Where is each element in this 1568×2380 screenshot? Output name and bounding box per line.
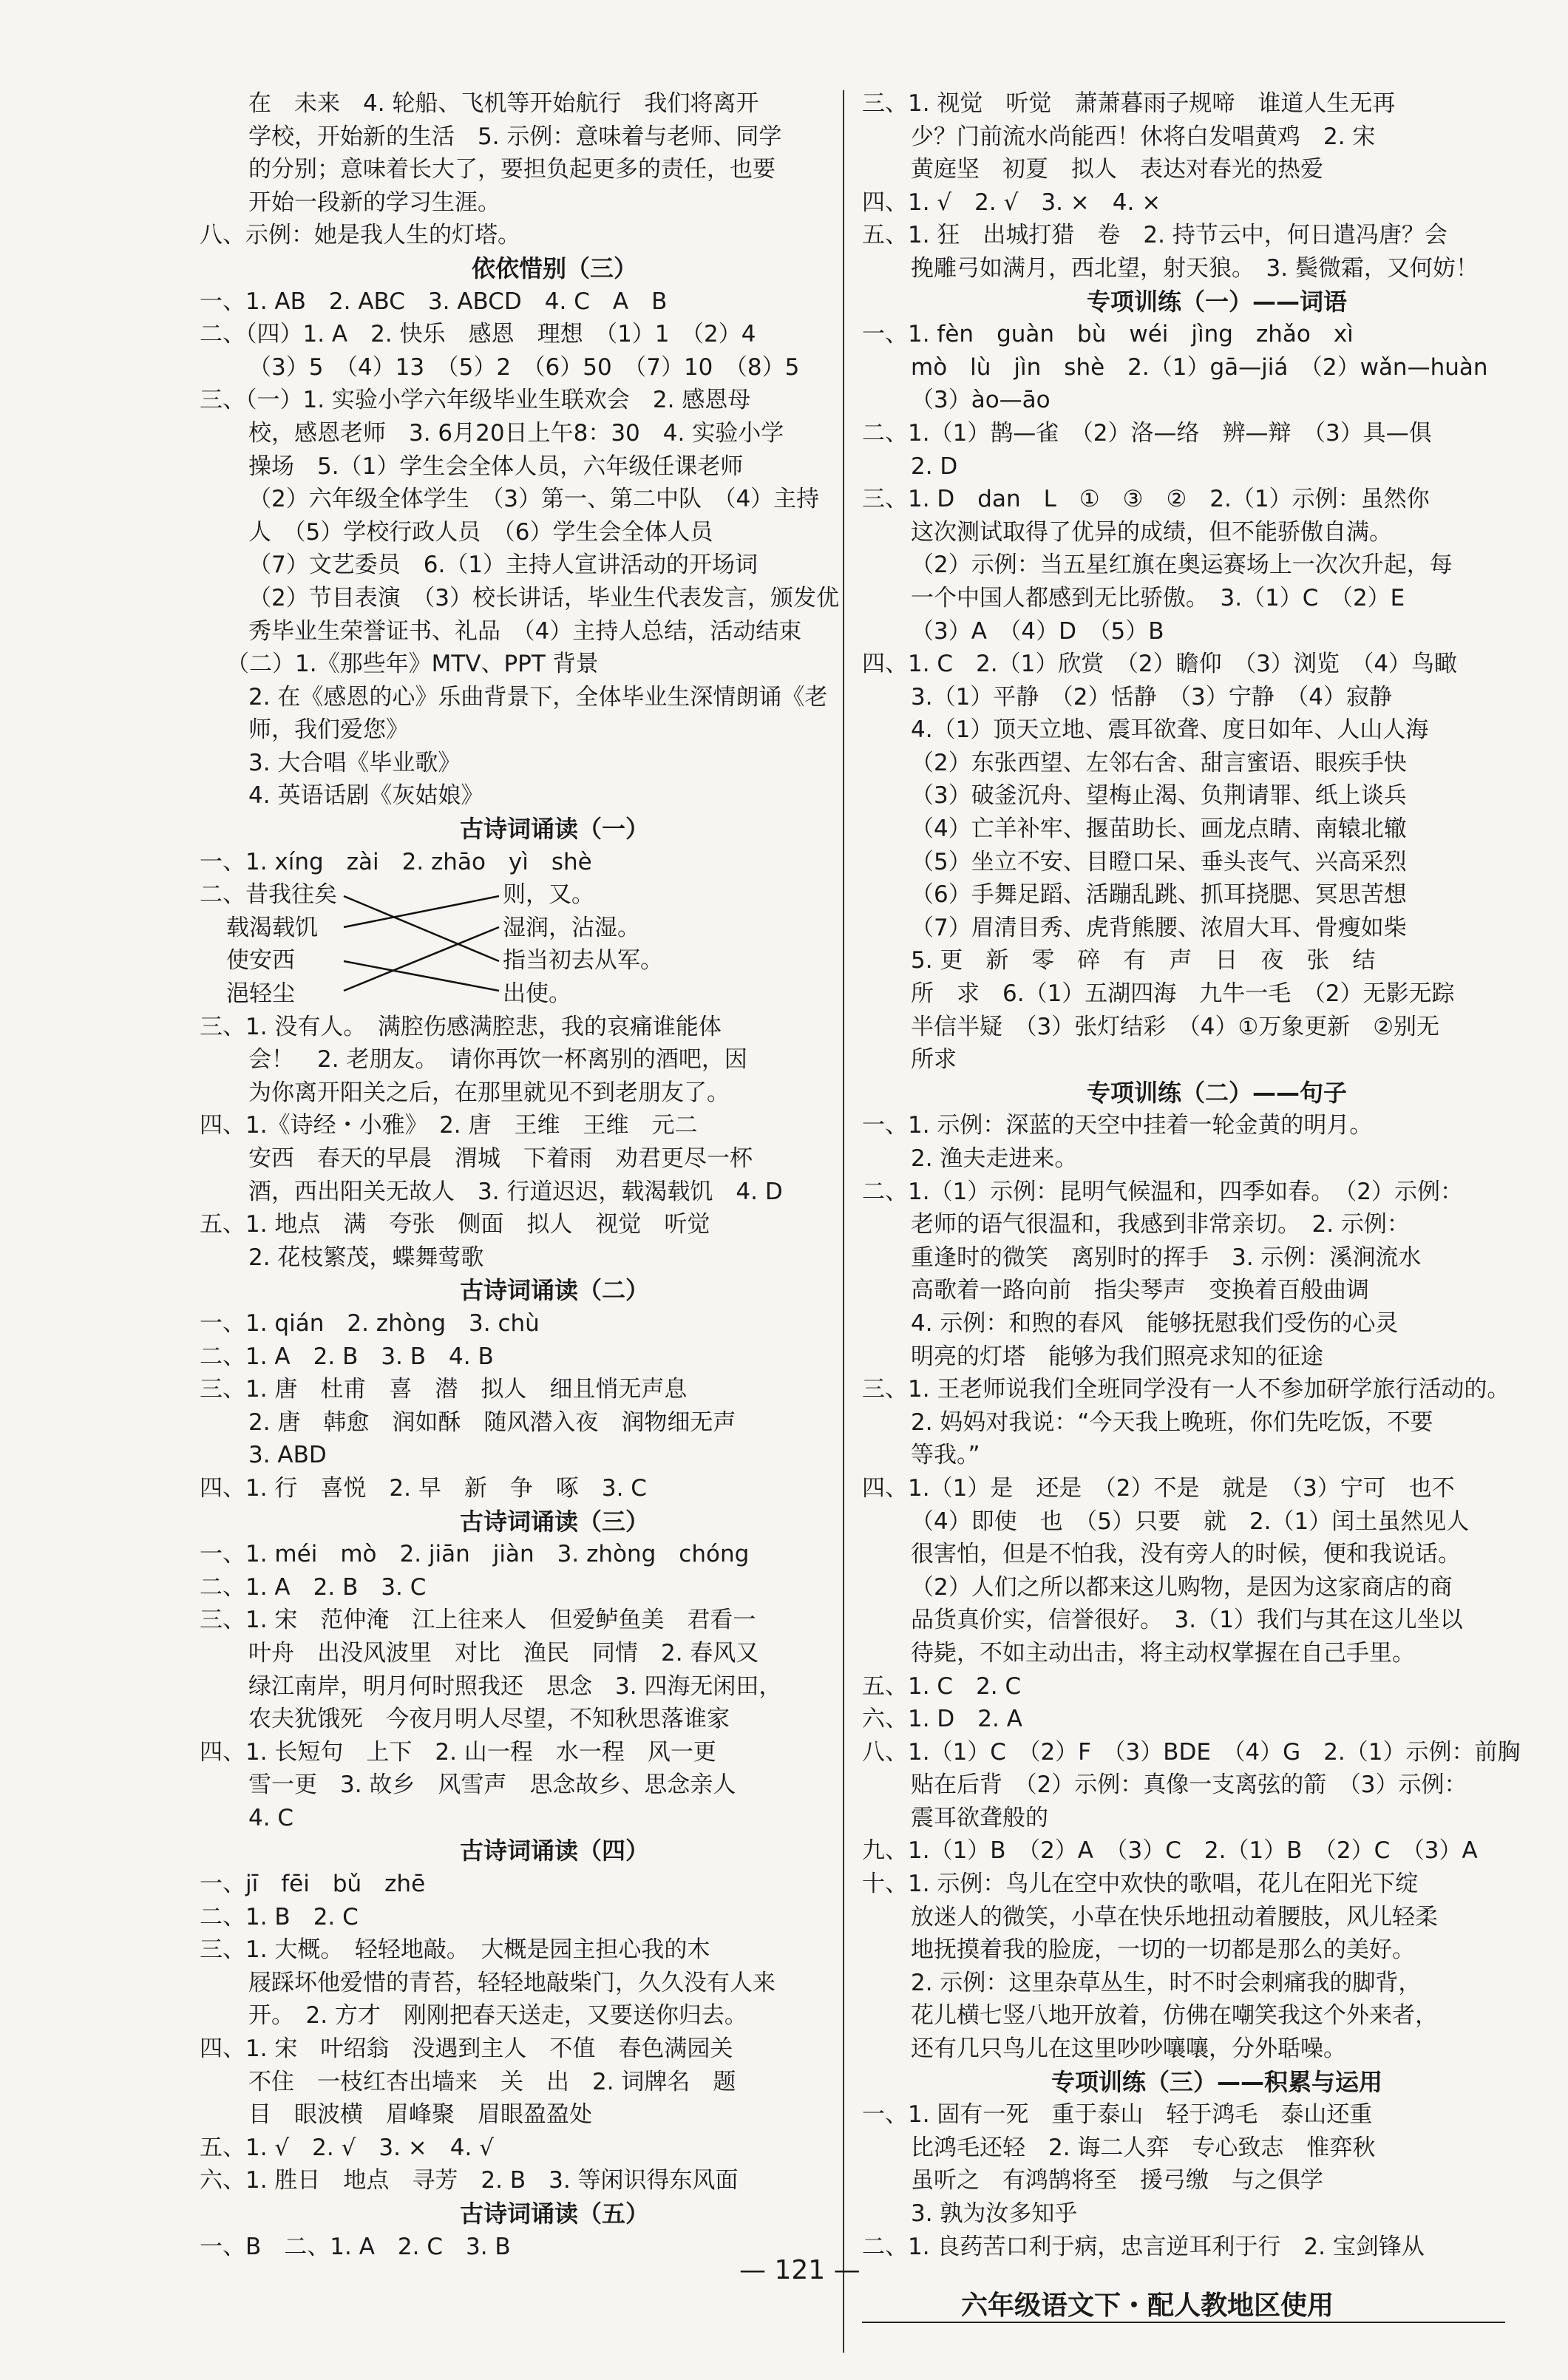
answer-line: 操场 5.（1）学生会全体人员，六年级任课老师 [248, 452, 744, 480]
answer-line: 等我。” [911, 1442, 980, 1469]
answer-line: 4.（1）顶天立地、震耳欲聋、度日如年、人山人海 [911, 716, 1429, 744]
answer-line: （3）5 （4）13 （5）2 （6）50 （7）10 （8）5 [248, 353, 800, 381]
answer-line: 四、1.《诗经・小雅》 2. 唐 王维 王维 元二 [200, 1112, 698, 1139]
answer-line: 品货真价实，信誉很好。 3.（1）我们与其在这儿坐以 [911, 1607, 1463, 1634]
right-column [862, 87, 1568, 2263]
answer-line: 六、1. D 2. A [862, 1706, 1022, 1733]
answer-line: 2. D [911, 452, 958, 480]
answer-line: 比鸿毛还轻 2. 诲二人弈 专心致志 惟弈秋 [911, 2134, 1376, 2161]
answer-line: 2. 花枝繁茂，蝶舞莺歌 [248, 1244, 484, 1271]
section-heading: 专项训练（三）——积累与运用 [1051, 2067, 1382, 2096]
answer-line: 五、1. 狂 出城打猎 卷 2. 持节云中，何日遣冯唐？会 [862, 222, 1447, 249]
answer-line: 师，我们爱您》 [248, 716, 409, 744]
answer-line: 四、1. C 2.（1）欣赏 （2）瞻仰 （3）浏览 （4）鸟瞰 [862, 651, 1458, 678]
answer-line: 会！ 2. 老朋友。 请你再饮一杯离别的酒吧，因 [248, 1046, 747, 1074]
column-divider [843, 90, 844, 2353]
answer-line: 六、1. 胜日 地点 寻芳 2. B 3. 等闲识得东风面 [200, 2167, 739, 2194]
answer-line: （2）六年级全体学生 （3）第一、第二中队 （4）主持 [248, 486, 820, 513]
section-heading: 古诗词诵读（五） [459, 2200, 649, 2228]
page-number: — 121 — [739, 2255, 861, 2285]
section-heading: 专项训练（二）——句子 [1086, 1078, 1347, 1107]
answer-line: 3. 孰为汝多知乎 [911, 2200, 1078, 2227]
answer-line: 二、（四）1. A 2. 快乐 感恩 理想 （1）1 （2）4 [200, 321, 756, 348]
answer-line: 二、1. 良药苦口利于病，忠言逆耳利于行 2. 宝剑锋从 [862, 2233, 1425, 2260]
answer-line: 三、（一）1. 实验小学六年级毕业生联欢会 2. 感恩母 [200, 387, 751, 414]
answer-line: 老师的语气很温和，我感到非常亲切。 2. 示例： [911, 1211, 1410, 1238]
answer-line: 三、1. 王老师说我们全班同学没有一人不参加研学旅行活动的。 [862, 1376, 1510, 1403]
answer-line: 三、1. 唐 杜甫 喜 潜 拟人 细且悄无声息 [200, 1376, 688, 1403]
answer-line: 3. ABD [248, 1442, 327, 1469]
answer-line: 二、1. B 2. C [200, 1903, 359, 1930]
answer-line: 四、1. 宋 叶绍翁 没遇到主人 不值 春色满园关 [200, 2035, 733, 2063]
answer-line: 屐踩坏他爱惜的青苔，轻轻地敲柴门，久久没有人来 [248, 1969, 775, 1996]
answer-line: mò lù jìn shè 2.（1）gā—jiá （2）wǎn—huàn [911, 353, 1488, 381]
answer-line: 地抚摸着我的脸庞，一切的一切都是那么的美好。 [911, 1936, 1415, 1964]
match-right-item: 出使。 [503, 980, 571, 1008]
answer-line: 3. 大合唱《毕业歌》 [248, 749, 461, 776]
answer-line: 震耳欲聋般的 [911, 1804, 1048, 1831]
answer-line: 很害怕，但是不怕我，没有旁人的时候，便和我说话。 [911, 1541, 1461, 1568]
answer-line: 一、1. AB 2. ABC 3. ABCD 4. C A B [200, 288, 668, 315]
answer-line: （5）坐立不安、目瞪口呆、垂头丧气、兴高采烈 [911, 848, 1407, 875]
answer-line: 一、1. méi mò 2. jiān jiàn 3. zhòng chóng [200, 1541, 750, 1568]
left-column [200, 87, 909, 2263]
answer-line: 虽听之 有鸿鹄将至 援弓缴 与之俱学 [911, 2167, 1323, 2194]
answer-line: 黄庭坚 初夏 拟人 表达对春光的热爱 [911, 156, 1323, 183]
answer-line: 贴在后背 （2）示例：真像一支离弦的箭 （3）示例： [911, 1772, 1467, 1799]
answer-line: 这次测试取得了优异的成绩，但不能骄傲自满。 [911, 518, 1392, 546]
match-right-item: 则，又。 [503, 881, 594, 909]
match-right-item: 湿润，沾湿。 [503, 914, 640, 941]
answer-line: 绿江南岸，明月何时照我还 思念 3. 四海无闲田， [248, 1672, 782, 1700]
answer-line: （2）人们之所以都来这儿购物，是因为这家商店的商 [911, 1573, 1453, 1601]
answer-line: 二、1.（1）鹊—雀 （2）洛—络 辨—辩 （3）具—俱 [862, 419, 1432, 447]
answer-line: 少？门前流水尚能西！休将白发唱黄鸡 2. 宋 [911, 123, 1376, 150]
answer-line: 2. 妈妈对我说：“今天我上晚班，你们先吃饭，不要 [911, 1408, 1433, 1436]
match-left-item: 浥轻尘 [226, 980, 295, 1008]
answer-line: 五、1. 地点 满 夸张 侧面 拟人 视觉 听觉 [200, 1211, 710, 1238]
answer-line: 人 （5）学校行政人员 （6）学生会全体人员 [248, 518, 713, 546]
match-left-item: 载渴载饥 [226, 914, 318, 941]
answer-line: （二）1.《那些年》MTV、PPT 背景 [226, 651, 599, 678]
answer-line: 半信半疑 （3）张灯结彩 （4）①万象更新 ②别无 [911, 1013, 1440, 1040]
section-heading: 古诗词诵读（一） [459, 815, 649, 844]
answer-line: 2. 渔夫走进来。 [911, 1145, 1078, 1172]
answer-line: 二、1.（1）示例：昆明气候温和，四季如春。 （2）示例： [862, 1178, 1464, 1205]
answer-line: 一、1. xíng zài 2. zhāo yì shè [200, 848, 592, 875]
answer-line: 三、1. 大概。 轻轻地敲。 大概是园主担心我的木 [200, 1936, 710, 1964]
answer-line: 一、1. qián 2. zhòng 3. chù [200, 1309, 540, 1337]
answer-line: 三、1. 视觉 听觉 萧萧暮雨子规啼 谁道人生无再 [862, 90, 1396, 117]
answer-line: 4. 英语话剧《灰姑娘》 [248, 782, 484, 810]
answer-line: （4）亡羊补牢、揠苗助长、画龙点睛、南辕北辙 [911, 816, 1407, 843]
answer-line: 所求 [911, 1046, 957, 1074]
answer-line: （3）ào—āo [911, 387, 1051, 414]
answer-line: 四、1. 长短句 上下 2. 山一程 水一程 风一更 [200, 1738, 716, 1766]
answer-line: （7）文艺委员 6.（1）主持人宣讲活动的开场词 [248, 552, 758, 579]
footer-label: 六年级语文下・配人教地区使用 [961, 2291, 1334, 2321]
section-heading: 古诗词诵读（二） [459, 1276, 649, 1305]
answer-line: （3）A （4）D （5）B [911, 617, 1164, 645]
answer-line: 十、1. 示例：鸟儿在空中欢快的歌唱，花儿在阳光下绽 [862, 1871, 1419, 1898]
answer-line: 农夫犹饿死 今夜月明人尽望，不知秋思落谁家 [248, 1706, 730, 1733]
answer-line: 一、1. 固有一死 重于泰山 轻于鸿毛 泰山还重 [862, 2101, 1373, 2129]
answer-line: 四、1.（1）是 还是 （2）不是 就是 （3）宁可 也不 [862, 1474, 1455, 1502]
answer-line: 校，感恩老师 3. 6月20日上午8：30 4. 实验小学 [248, 419, 784, 447]
answer-line: 五、1. C 2. C [862, 1672, 1022, 1700]
answer-line: 5. 更 新 零 碎 有 声 日 夜 张 结 [911, 947, 1376, 974]
answer-line: （7）眉清目秀、虎背熊腰、浓眉大耳、骨瘦如柴 [911, 914, 1407, 941]
answer-line: （2）东张西望、左邻右舍、甜言蜜语、眼疾手快 [911, 749, 1407, 776]
answer-line: 九、1.（1）B （2）A （3）C 2.（1）B （2）C （3）A [862, 1837, 1478, 1865]
answer-line: 五、1. √ 2. √ 3. × 4. √ [200, 2134, 494, 2161]
answer-line: 放迷人的微笑，小草在快乐地扭动着腰肢，风儿轻柔 [911, 1903, 1438, 1930]
answer-line: 4. C [248, 1804, 294, 1831]
answer-line: 二、1. A 2. B 3. B 4. B [200, 1343, 494, 1370]
answer-line: 四、1. √ 2. √ 3. × 4. × [862, 189, 1161, 216]
answer-line: 2. 示例：这里杂草丛生，时不时会刺痛我的脚背， [911, 1969, 1422, 1996]
match-left-item: 昔我往矣 [245, 881, 337, 909]
answer-line: （6）手舞足蹈、活蹦乱跳、抓耳挠腮、冥思苦想 [911, 881, 1407, 909]
answer-line: 三、1. D dan L ① ③ ② 2.（1）示例：虽然你 [862, 486, 1430, 513]
answer-line: 酒，西出阳关无故人 3. 行道迟迟，载渴载饥 4. D [248, 1178, 783, 1205]
section-heading: 专项训练（一）——词语 [1086, 287, 1347, 316]
match-right-item: 指当初去从军。 [503, 947, 663, 974]
section-heading: 依依惜别（三） [471, 254, 637, 282]
answer-line: 秀毕业生荣誉证书、礼品 （4）主持人总结，活动结束 [248, 617, 802, 645]
answer-line: 高歌着一路向前 指尖琴声 变换着百般曲调 [911, 1277, 1369, 1304]
answer-line: 待毙，不如主动出击，将主动权掌握在自己手里。 [911, 1639, 1415, 1667]
answer-line: 一、jī fēi bǔ zhē [200, 1871, 426, 1898]
answer-line: 开。 2. 方才 刚刚把春天送走，又要送你归去。 [248, 2002, 747, 2030]
answer-line: 目 眼波横 眉峰聚 眉眼盈盈处 [248, 2101, 592, 2129]
answer-line: 挽雕弓如满月，西北望，射天狼。 3. 鬓微霜，又何妨！ [911, 254, 1479, 282]
answer-line: 不住 一枝红杏出墙来 关 出 2. 词牌名 题 [248, 2068, 736, 2095]
answer-line: 在 未来 4. 轮船、飞机等开始航行 我们将离开 [248, 90, 759, 117]
answer-line: 二、1. A 2. B 3. C [200, 1573, 427, 1601]
answer-line: 一、B 二、1. A 2. C 3. B [200, 2233, 511, 2260]
answer-line: 一、1. fèn guàn bù wéi jìng zhǎo xì [862, 321, 1354, 348]
answer-line: 一、1. 示例：深蓝的天空中挂着一轮金黄的明月。 [862, 1112, 1373, 1139]
answer-line: 4. 示例：和煦的春风 能够抚慰我们受伤的心灵 [911, 1309, 1399, 1337]
answer-line: 为你离开阳关之后，在那里就见不到老朋友了。 [248, 1079, 730, 1106]
section-heading: 古诗词诵读（三） [459, 1507, 649, 1536]
matching-exercise [200, 878, 909, 1010]
answer-line: （4）即使 也 （5）只要 就 2.（1）闰土虽然见人 [911, 1508, 1470, 1535]
answer-line: （2）示例：当五星红旗在奥运赛场上一次次升起，每 [911, 552, 1453, 579]
answer-line: 3.（1）平静 （2）恬静 （3）宁静 （4）寂静 [911, 683, 1392, 711]
answer-line: 三、1. 没有人。 满腔伤感满腔悲，我的哀痛谁能体 [200, 1013, 722, 1040]
match-prefix: 二、 [200, 881, 245, 909]
answer-line: 叶舟 出没风波里 对比 渔民 同情 2. 春风又 [248, 1639, 759, 1667]
answer-line: 四、1. 行 喜悦 2. 早 新 争 啄 3. C [200, 1474, 647, 1502]
answer-line: 雪一更 3. 故乡 风雪声 思念故乡、思念亲人 [248, 1772, 736, 1799]
match-left-item: 使安西 [226, 947, 295, 974]
answer-line: 重逢时的微笑 离别时的挥手 3. 示例：溪涧流水 [911, 1244, 1422, 1271]
answer-line: 的分别；意味着长大了，要担负起更多的责任，也要 [248, 156, 775, 183]
answer-line: 2. 唐 韩愈 润如酥 随风潜入夜 润物细无声 [248, 1408, 736, 1436]
answer-line: 还有几只鸟儿在这里吵吵嚷嚷，分外聒噪。 [911, 2035, 1346, 2063]
answer-line: （2）节目表演 （3）校长讲话，毕业生代表发言，颁发优 [248, 584, 839, 611]
answer-line: 开始一段新的学习生涯。 [248, 189, 500, 216]
answer-line: 所 求 6.（1）五湖四海 九牛一毛 （2）无影无踪 [911, 980, 1455, 1008]
section-heading: 古诗词诵读（四） [459, 1837, 649, 1865]
answer-line: 花儿横七竖八地开放着，仿佛在嘲笑我这个外来者， [911, 2002, 1438, 2030]
answer-line: 三、1. 宋 范仲淹 江上往来人 但爱鲈鱼美 君看一 [200, 1607, 756, 1634]
answer-line: 一个中国人都感到无比骄傲。 3.（1）C （2）E [911, 584, 1405, 611]
answer-line: 安西 春天的早晨 渭城 下着雨 劝君更尽一杯 [248, 1145, 753, 1172]
answer-line: 明亮的灯塔 能够为我们照亮求知的征途 [911, 1343, 1323, 1370]
answer-line: 八、示例：她是我人生的灯塔。 [200, 222, 520, 249]
answer-line: 八、1.（1）C （2）F （3）BDE （4）G 2.（1）示例：前胸 [862, 1738, 1521, 1766]
answer-line: 2. 在《感恩的心》乐曲背景下，全体毕业生深情朗诵《老 [248, 683, 828, 711]
answer-line: 学校，开始新的生活 5. 示例：意味着与老师、同学 [248, 123, 782, 150]
answer-line: （3）破釜沉舟、望梅止渴、负荆请罪、纸上谈兵 [911, 782, 1407, 810]
